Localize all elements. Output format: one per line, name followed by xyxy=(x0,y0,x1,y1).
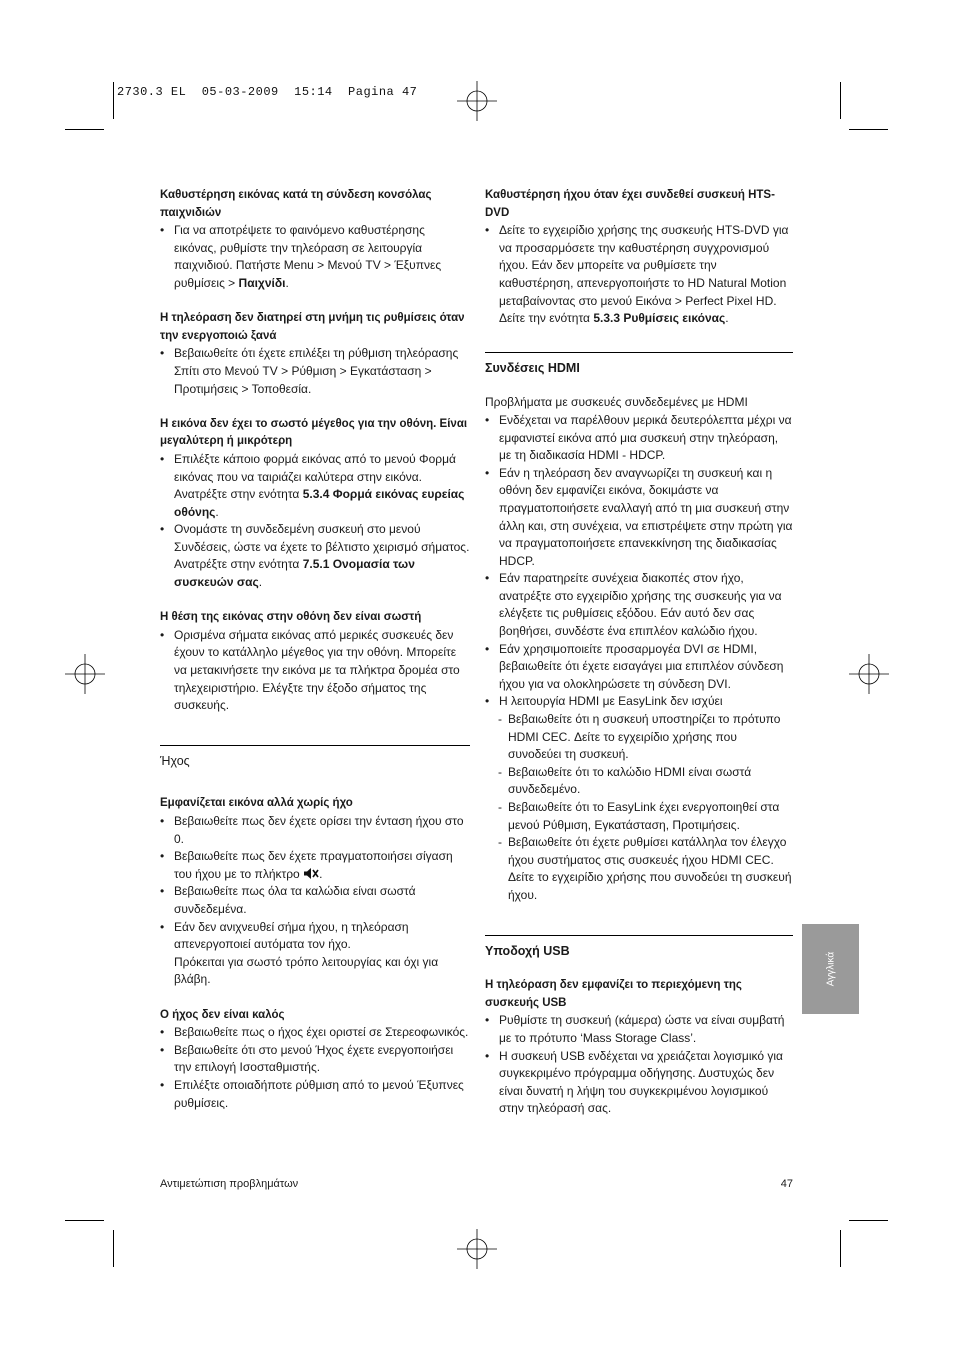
list-item: • Ρυθμίστε τη συσκευή (κάμερα) ώστε να είναι συμβατή με το πρότυπο ‘Mass Storage Class’. xyxy=(485,1012,793,1047)
crop-mark xyxy=(849,129,888,130)
list-item: • Επιλέξτε οποιαδήποτε ρύθμιση από το μενού Έξυπνες ρυθμίσεις. xyxy=(160,1077,470,1112)
list-item: • Εάν δεν ανιχνευθεί σήμα ήχου, η τηλεόραση απενεργοποιεί αυτόματα τον ήχο. Πρόκειται για σωστό τρόπο λειτουργίας και όχι για βλάβη. xyxy=(160,919,470,989)
registration-mark-icon xyxy=(457,1229,497,1269)
registration-mark-icon xyxy=(849,654,889,694)
section-divider xyxy=(160,745,470,746)
list-item: - Βεβαιωθείτε ότι το EasyLink έχει ενεργοποιηθεί στα μενού Ρύθμιση, Εγκατάσταση, Προτιμήσεις. xyxy=(485,799,793,834)
section-title-usb: Υποδοχή USB xyxy=(485,943,570,958)
bullet-list xyxy=(485,412,793,711)
list-item: • Βεβαιωθείτε πως δεν έχετε ορίσει την ένταση ήχου στο 0. xyxy=(160,813,470,848)
print-slug: 2730.3 EL 05-03-2009 15:14 Pagina 47 xyxy=(117,85,418,99)
page-number: 47 xyxy=(780,1178,793,1190)
bullet-list xyxy=(160,451,470,592)
list-item: - Βεβαιωθείτε ότι έχετε ρυθμίσει κατάλληλα τον έλεγχο ήχου συστήματος στις συσκευές ήχου HDMI CEC. Δείτε το εγχειρίδιο χρήσης που συνοδεύει τη συσκευή ήχου. xyxy=(485,834,793,904)
section-divider xyxy=(485,352,793,353)
list-item: • Βεβαιωθείτε πως δεν έχετε πραγματοποιήσει σίγαση του ήχου με το πλήκτρο . xyxy=(160,848,470,883)
bullet-list xyxy=(485,1012,793,1118)
list-item: - Βεβαιωθείτε ότι το καλώδιο HDMI είναι σωστά συνδεδεμένο. xyxy=(485,764,793,799)
list-item: • Βεβαιωθείτε πως ο ήχος έχει οριστεί σε Στερεοφωνικός. xyxy=(160,1024,470,1042)
crop-mark xyxy=(840,1230,841,1267)
crop-mark xyxy=(65,129,104,130)
crop-mark xyxy=(113,82,114,119)
list-item: - Βεβαιωθείτε ότι η συσκευή υποστηρίζει το πρότυπο HDMI CEC. Δείτε το εγχειρίδιο χρήσης που συνοδεύει τη συσκευή. xyxy=(485,711,793,764)
crop-mark xyxy=(849,1220,888,1221)
section-heading: Καθυστέρηση ήχου όταν έχει συνδεθεί συσκευή HTS-DVD xyxy=(485,189,775,219)
list-item: • Η συσκευή USB ενδέχεται να χρειάζεται λογισμικό για συγκεκριμένο πρόγραμμα οδήγησης. Δυστυχώς δεν είναι δυνατή η λήψη του συγκεκριμένου λογισμικού στην τηλεόρασή σας. xyxy=(485,1048,793,1118)
list-item: • Ονομάστε τη συνδεδεμένη συσκευή στο μενού Συνδέσεις, ώστε να έχετε το βέλτιστο χειρισμό σήματος. Ανατρέξτε στην ενότητα 7.5.1 Ονομασία των συσκευών σας. xyxy=(160,521,470,591)
bullet-list xyxy=(160,813,470,989)
left-column xyxy=(160,187,470,1112)
bullet-list xyxy=(160,1024,470,1112)
list-item: • Εάν η τηλεόραση δεν αναγνωρίζει τη συσκευή και η οθόνη δεν εμφανίζει εικόνα, δοκιμάστε να πραγματοποιήσετε εναλλαγή από τη μια συσκευή στην άλλη και, στη συνέχεια, να επιστρέψετε στην πρώτη για να πραγματοποιήσετε επανεκκίνηση της διαδικασίας HDCP. xyxy=(485,465,793,571)
list-item: • Ορισμένα σήματα εικόνας από μερικές συσκευές δεν έχουν το κατάλληλο μέγεθος για την οθόνη. Μπορείτε να μετακινήσετε την εικόνα με τα πλήκτρα δρομέα στο τηλεχειριστήριο. Ελέγξτε την έξοδο σήματος της συσκευής. xyxy=(160,627,470,715)
crop-mark xyxy=(113,1230,114,1267)
section-heading: Η εικόνα δεν έχει το σωστό μέγεθος για την οθόνη. Είναι μεγαλύτερη ή μικρότερη xyxy=(160,417,468,448)
footer-section-name: Αντιμετώπιση προβλημάτων xyxy=(160,1178,299,1190)
mute-icon xyxy=(303,867,319,880)
section-heading: Η τηλεόραση δεν διατηρεί στη μνήμη τις ρυθμίσεις όταν την ενεργοποιώ ξανά xyxy=(160,312,465,342)
language-side-tab xyxy=(802,924,859,1014)
list-item: • Βεβαιωθείτε ότι έχετε επιλέξει τη ρύθμιση τηλεόρασης Σπίτι στο Μενού TV > Ρύθμιση > Εγκατάσταση > Προτιμήσεις > Τοποθεσία. xyxy=(160,345,470,398)
bullet-list xyxy=(160,627,470,715)
section-divider xyxy=(485,935,793,936)
right-column xyxy=(485,187,793,1118)
registration-mark-icon xyxy=(65,654,105,694)
list-item: • Βεβαιωθείτε ότι στο μενού Ήχος έχετε ενεργοποιήσει την επιλογή Ισοσταθμιστής. xyxy=(160,1042,470,1077)
section-title-hdmi: Συνδέσεις HDMI xyxy=(485,360,580,375)
crop-mark xyxy=(65,1220,104,1221)
section-heading: Η τηλεόραση δεν εμφανίζει το περιεχόμενη της συσκευής USB xyxy=(485,979,742,1009)
side-tab-label: Αγγλικά xyxy=(825,951,836,987)
list-item: • Ενδέχεται να παρέλθουν μερικά δευτερόλεπτα μέχρι να εμφανιστεί εικόνα από μια συσκευή στην τηλεόραση, με τη διαδικασία HDMI - HDCP. xyxy=(485,412,793,465)
list-item: • Δείτε το εγχειρίδιο χρήσης της συσκευής HTS-DVD για να προσαρμόσετε την καθυστέρηση συγχρονισμού ήχου. Εάν δεν μπορείτε να ρυθμίσετε την καθυστέρηση, απενεργοποιήστε το HD Natural Motion μεταβαίνοντας στο μενού Εικόνα > Perfect Pixel HD. Δείτε την ενότητα 5.3.3 Ρυθμίσεις εικόνας. xyxy=(485,222,793,328)
list-item: • Εάν παρατηρείτε συνέχεια διακοπές στον ήχο, ανατρέξτε στο εγχειρίδιο χρήσης της συσκευής για να ελέγξετε τις ρυθμίσεις εξόδου. Εάν αυτό δεν σας βοηθήσει, συνδέστε ένα επιπλέον καλώδιο ήχου. xyxy=(485,570,793,640)
section-heading: Ο ήχος δεν είναι καλός xyxy=(160,1008,285,1021)
registration-mark-icon xyxy=(457,81,497,121)
list-item: • Για να αποτρέψετε το φαινόμενο καθυστέρησης εικόνας, ρυθμίστε την τηλεόραση σε λειτουργία παιχνιδιού. Πατήστε Menu > Μενού TV > Έξυπνες ρυθμίσεις > Παιχνίδι. xyxy=(160,222,470,292)
intro-text: Προβλήματα με συσκευές συνδεδεμένες με HDMI xyxy=(485,395,748,410)
dash-list xyxy=(485,711,793,905)
section-heading: Καθυστέρηση εικόνας κατά τη σύνδεση κονσόλας παιχνιδιών xyxy=(160,189,432,219)
list-item: • Βεβαιωθείτε πως όλα τα καλώδια είναι σωστά συνδεδεμένα. xyxy=(160,883,470,918)
section-title-sound: Ήχος xyxy=(160,753,190,768)
bullet-list xyxy=(160,222,470,292)
list-item: • Εάν χρησιμοποιείτε προσαρμογέα DVI σε HDMI, βεβαιωθείτε ότι έχετε εισαγάγει μια επιπλέον σύνδεση ήχου για να ολοκληρώσετε τη σύνδεση DVI. xyxy=(485,641,793,694)
section-heading: Εμφανίζεται εικόνα αλλά χωρίς ήχο xyxy=(160,797,353,810)
list-item: • Η λειτουργία HDMI με EasyLink δεν ισχύει xyxy=(485,693,793,711)
list-item: • Επιλέξτε κάποιο φορμά εικόνας από το μενού Φορμά εικόνας που να ταιριάζει καλύτερα στην εικόνα. Ανατρέξτε στην ενότητα 5.3.4 Φορμά εικόνας ευρείας οθόνης. xyxy=(160,451,470,521)
bullet-list xyxy=(485,222,793,328)
section-heading: Η θέση της εικόνας στην οθόνη δεν είναι σωστή xyxy=(160,611,422,624)
bullet-list xyxy=(160,345,470,398)
crop-mark xyxy=(840,82,841,119)
